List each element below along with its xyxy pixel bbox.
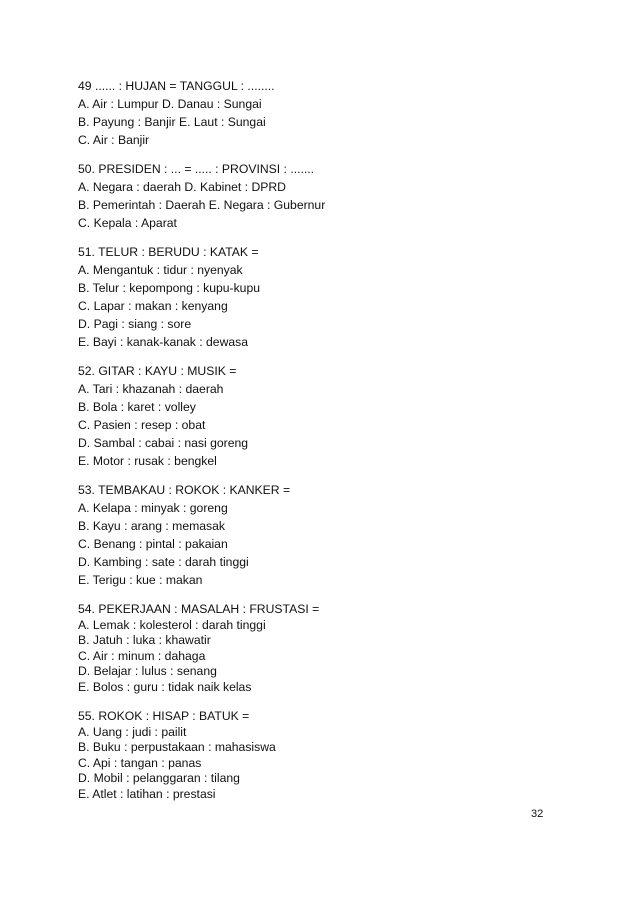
option-d: D. Kambing : sate : darah tinggi (78, 555, 249, 569)
option-c: C. Air : minum : dahaga (78, 648, 206, 663)
option-b: B. Buku : perpustakaan : mahasiswa (78, 740, 276, 754)
question-stem: 50. PRESIDEN : ... = ..... : PROVINSI : ....... (78, 162, 315, 176)
option-c: C. Api : tangan : panas (78, 755, 202, 770)
option-row (78, 178, 558, 196)
option-b: B. Telur : kepompong : kupu-kupu (78, 281, 261, 295)
option-d: D. Pagi : siang : sore (78, 317, 192, 331)
option-d: D. Belajar : lulus : senang (78, 664, 217, 678)
question-stem: 49 ...... : HUJAN = TANGGUL : ........ (78, 79, 275, 93)
option-row (78, 95, 558, 113)
option-c: C. Benang : pintal : pakaian (78, 537, 228, 551)
option-a: A. Lemak : kolesterol : darah tinggi (78, 617, 266, 632)
option-row (78, 196, 558, 214)
option-row (78, 214, 558, 232)
option-d: D. Mobil : pelanggaran : tilang (78, 771, 240, 785)
option-b: B. Bola : karet : volley (78, 400, 196, 414)
option-c: C. Lapar : makan : kenyang (78, 299, 228, 313)
option-a: A. Uang : judi : pailit (78, 724, 187, 739)
option-c: C. Air : Banjir (78, 133, 150, 147)
option-b: B. Jatuh : luka : khawatir (78, 633, 211, 647)
option-row (78, 113, 558, 131)
question-54 (78, 602, 558, 695)
option-row (78, 131, 558, 149)
option-e: E. Bayi : kanak-kanak : dewasa (78, 335, 249, 349)
option-e: E. Terigu : kue : makan (78, 573, 203, 587)
option-a: A. Kelapa : minyak : goreng (78, 501, 228, 515)
question-55 (78, 709, 558, 802)
question-stem: 53. TEMBAKAU : ROKOK : KANKER = (78, 483, 291, 497)
option-e: E. Laut : Sungai (178, 115, 266, 129)
option-e: E. Bolos : guru : tidak naik kelas (78, 679, 252, 694)
question-stem: 55. ROKOK : HISAP : BATUK = (78, 709, 250, 723)
option-e: E. Motor : rusak : bengkel (78, 454, 217, 468)
option-e: E. Negara : Gubernur (208, 198, 326, 212)
option-b: B. Pemerintah : Daerah (78, 198, 206, 212)
question-stem: 52. GITAR : KAYU : MUSIK = (78, 364, 237, 378)
question-stem: 51. TELUR : BERUDU : KATAK = (78, 245, 259, 259)
question-51 (78, 243, 558, 351)
option-a: A. Tari : khazanah : daerah (78, 382, 224, 396)
option-e: E. Atlet : latihan : prestasi (78, 786, 216, 801)
option-b: B. Kayu : arang : memasak (78, 519, 225, 533)
question-50 (78, 160, 558, 232)
option-a: A. Mengantuk : tidur : nyenyak (78, 263, 243, 277)
option-b: B. Payung : Banjir (78, 115, 176, 129)
page-number: 32 (531, 808, 544, 820)
option-d: D. Danau : Sungai (162, 97, 262, 111)
option-c: C. Pasien : resep : obat (78, 418, 206, 432)
option-a: A. Air : Lumpur (78, 97, 159, 111)
question-53 (78, 481, 558, 589)
option-d: D. Kabinet : DPRD (184, 180, 286, 194)
question-49 (78, 77, 558, 149)
option-c: C. Kepala : Aparat (78, 216, 177, 230)
question-52 (78, 362, 558, 470)
option-d: D. Sambal : cabai : nasi goreng (78, 436, 249, 450)
option-a: A. Negara : daerah (78, 180, 181, 194)
question-stem: 54. PEKERJAAN : MASALAH : FRUSTASI = (78, 602, 320, 616)
